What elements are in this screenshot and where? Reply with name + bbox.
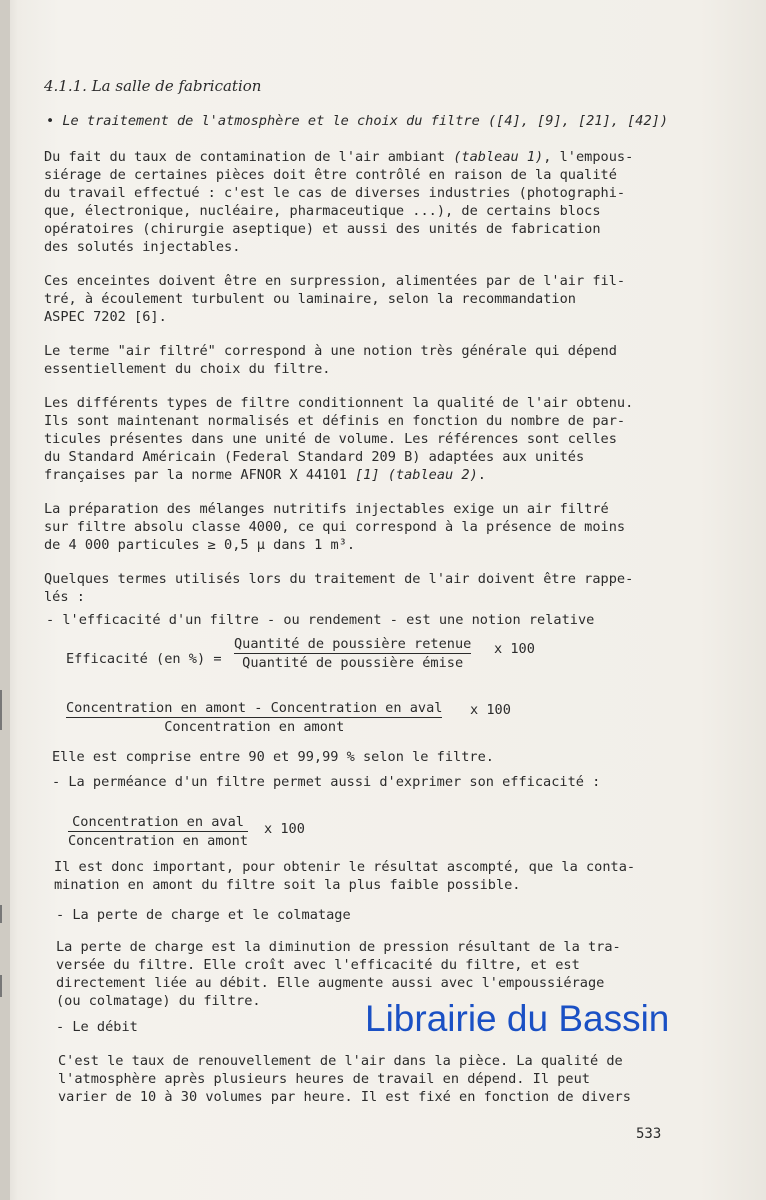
watermark-text: Librairie du Bassin — [365, 998, 670, 1039]
formula3-denominator: Concentration en amont — [68, 833, 249, 849]
paragraph-line: sur filtre absolu classe 4000, ce qui correspond à la présence de moins — [44, 519, 626, 535]
formula1-fraction — [234, 636, 471, 671]
debit-heading: - Le débit — [56, 1019, 138, 1035]
paragraph-line: La préparation des mélanges nutritifs injectables exige un air filtré — [44, 501, 609, 517]
paragraph-line: varier de 10 à 30 volumes par heure. Il est fixé en fonction de divers — [58, 1089, 631, 1105]
paragraph-line: françaises par la norme AFNOR X 44101 [1] (tableau 2). — [44, 467, 486, 483]
formula2-numerator: Concentration en amont - Concentration en aval — [66, 700, 443, 716]
page-number: 533 — [636, 1126, 662, 1142]
paragraph-line: directement liée au débit. Elle augmente aussi avec l'empoussiérage — [56, 975, 605, 991]
formula3-numerator: Concentration en aval — [68, 814, 248, 832]
paragraph-line: essentiellement du choix du filtre. — [44, 361, 331, 377]
page-binding-shadow — [0, 0, 10, 1200]
paragraph-line: des solutés injectables. — [44, 239, 241, 255]
paragraph-line: C'est le taux de renouvellement de l'air dans la pièce. La qualité de — [58, 1053, 623, 1069]
section-heading: 4.1.1. La salle de fabrication — [44, 77, 262, 95]
formula1-factor: x 100 — [494, 641, 535, 657]
paragraph-line: opératoires (chirurgie aseptique) et aussi des unités de fabrication — [44, 221, 601, 237]
paragraph-line: Le terme "air filtré" correspond à une notion très générale qui dépend — [44, 343, 617, 359]
formula1-numerator: Quantité de poussière retenue — [234, 636, 472, 652]
permeance-intro: - La perméance d'un filtre permet aussi d'exprimer son efficacité : — [52, 774, 601, 790]
formula2-denominator: Concentration en amont — [164, 719, 345, 735]
edge-mark — [0, 905, 2, 923]
paragraph-line: tré, à écoulement turbulent ou laminaire, selon la recommandation — [44, 291, 576, 307]
formula1-label: Efficacité (en %) = — [66, 651, 222, 667]
paragraph-line: du Standard Américain (Federal Standard 209 B) adaptées aux unités — [44, 449, 585, 465]
formula2-fraction — [66, 700, 442, 735]
bullet-heading: • Le traitement de l'atmosphère et le choix du filtre ([4], [9], [21], [42]) — [46, 113, 669, 129]
formula2-factor: x 100 — [470, 702, 511, 718]
paragraph-line: l'atmosphère après plusieurs heures de travail en dépend. Il peut — [58, 1071, 590, 1087]
formula3-fraction — [68, 814, 248, 849]
paragraph-line: Du fait du taux de contamination de l'air ambiant (tableau 1), l'empous- — [44, 149, 634, 165]
paragraph-line: versée du filtre. Elle croît avec l'efficacité du filtre, et est — [56, 957, 580, 973]
paragraph-line: ticules présentes dans une unité de volume. Les références sont celles — [44, 431, 617, 447]
paragraph-line: du travail effectué : c'est le cas de diverses industries (photographi- — [44, 185, 626, 201]
paragraph-line: Ils sont maintenant normalisés et définis en fonction du nombre de par- — [44, 413, 626, 429]
formula1-denominator: Quantité de poussière émise — [242, 655, 464, 671]
paragraph-line: Ces enceintes doivent être en surpression, alimentées par de l'air fil- — [44, 273, 626, 289]
paragraph-line: Quelques termes utilisés lors du traitement de l'air doivent être rappe- — [44, 571, 634, 587]
paragraph-line: mination en amont du filtre soit la plus faible possible. — [54, 877, 521, 893]
efficacite-intro: - l'efficacité d'un filtre - ou rendement - est une notion relative — [46, 612, 595, 628]
paragraph-line: lés : — [44, 589, 85, 605]
paragraph-line: (ou colmatage) du filtre. — [56, 993, 261, 1009]
paragraph-line: de 4 000 particules ≥ 0,5 μ dans 1 m³. — [44, 537, 355, 553]
edge-mark — [0, 690, 2, 730]
paragraph-line: ASPEC 7202 [6]. — [44, 309, 167, 325]
edge-mark — [0, 975, 2, 997]
paragraph-line: siérage de certaines pièces doit être contrôlé en raison de la qualité — [44, 167, 617, 183]
paragraph-line: Les différents types de filtre conditionnent la qualité de l'air obtenu. — [44, 395, 634, 411]
range-text: Elle est comprise entre 90 et 99,99 % selon le filtre. — [52, 749, 494, 765]
perte-heading: - La perte de charge et le colmatage — [56, 907, 351, 923]
paragraph-line: que, électronique, nucléaire, pharmaceutique ...), de certains blocs — [44, 203, 601, 219]
paragraph-line: La perte de charge est la diminution de pression résultant de la tra- — [56, 939, 621, 955]
paragraph-line: Il est donc important, pour obtenir le résultat ascompté, que la conta- — [54, 859, 636, 875]
formula3-factor: x 100 — [264, 821, 305, 837]
